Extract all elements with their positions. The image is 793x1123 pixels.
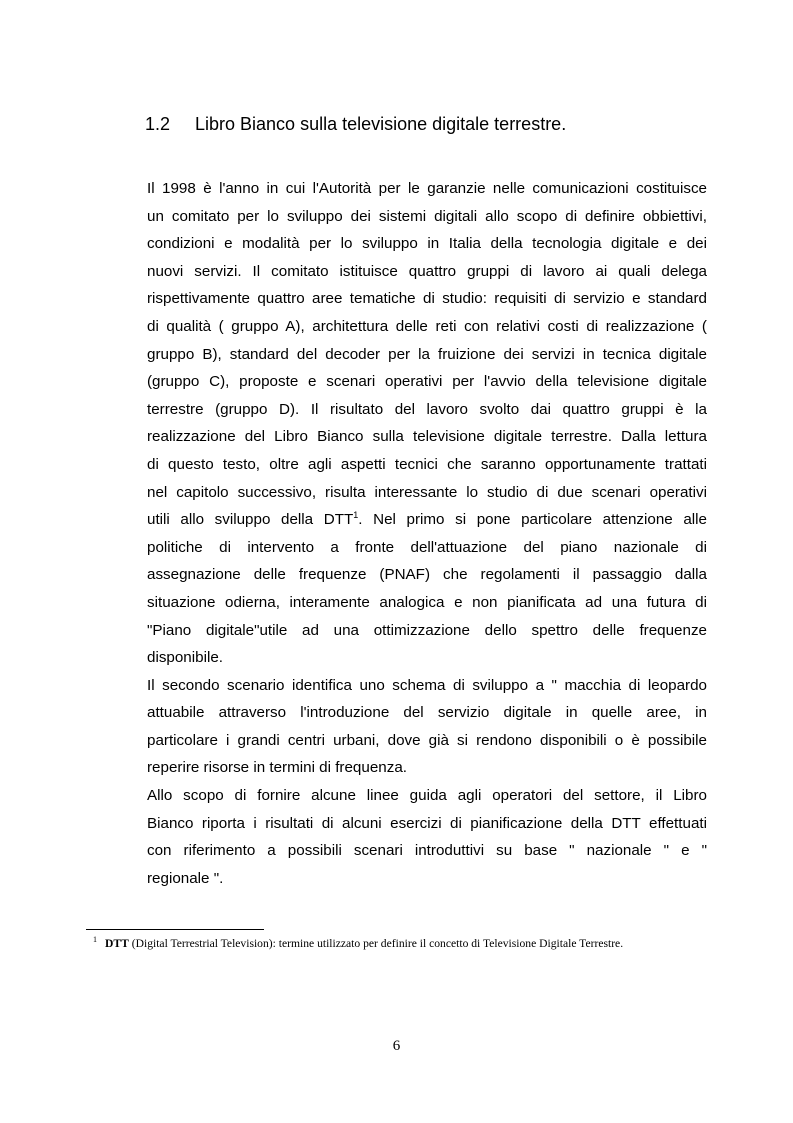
body-line-text: di questo testo, oltre agli aspetti tecnici che saranno opportunamente trattati	[147, 455, 707, 473]
footnote-term: DTT	[105, 936, 129, 950]
body-line-text: terrestre (gruppo D). Il risultato del lavoro svolto dai quattro gruppi è la	[147, 400, 707, 418]
body-line	[147, 479, 707, 507]
body-line	[147, 313, 707, 341]
body-line-text: Bianco riporta i risultati di alcuni esercizi di pianificazione della DTT effettuati	[147, 814, 707, 832]
body-line-text: Il 1998 è l'anno in cui l'Autorità per le garanzie nelle comunicazioni costituisce	[147, 180, 707, 197]
body-line-text: reperire risorse in termini di frequenza.	[147, 759, 407, 777]
body-paragraphs	[147, 175, 707, 892]
body-line	[147, 175, 707, 203]
body-line	[147, 754, 707, 782]
body-line-text: assegnazione delle frequenze (PNAF) che regolamenti il passaggio dalla	[147, 566, 707, 584]
body-line-text: di qualità ( gruppo A), architettura delle reti con relativi costi di realizzazione (	[147, 317, 707, 335]
section-number: 1.2	[145, 114, 171, 134]
footnote-text: (Digital Terrestrial Television): termine utilizzato per definire il concetto di Televisione Digitale Terrestre.	[128, 936, 624, 950]
footnote-reference: 1	[353, 510, 359, 521]
body-line-text: rispettivamente quattro aree tematiche di studio: requisiti di servizio e standard	[147, 290, 707, 308]
body-line	[147, 203, 707, 231]
body-line-text: (gruppo C), proposte e scenari operativi per l'avvio della televisione digitale	[147, 373, 707, 391]
body-line	[147, 727, 707, 755]
body-line	[147, 644, 707, 672]
footnote-separator	[86, 929, 264, 930]
body-line	[147, 451, 707, 479]
footnote-mark: 1	[93, 935, 97, 944]
body-line-text: un comitato per lo sviluppo dei sistemi digitali allo scopo di definire obbiettivi,	[147, 207, 707, 225]
body-line	[147, 617, 707, 645]
body-line-text: . Nel primo si pone particolare attenzione alle	[358, 511, 707, 529]
body-line	[147, 534, 707, 562]
body-line-text: con riferimento a possibili scenari introduttivi su base " nazionale " e "	[147, 842, 707, 860]
body-line-text: disponibile.	[147, 649, 223, 667]
body-line	[147, 368, 707, 396]
body-line-text: Il secondo scenario identifica uno schema di sviluppo a " macchia di leopardo	[147, 676, 707, 694]
body-line-text: utili allo sviluppo della DTT	[147, 511, 354, 529]
body-line	[147, 561, 707, 589]
page-number: 6	[392, 1038, 401, 1054]
body-line	[147, 672, 707, 700]
section-title: Libro Bianco sulla televisione digitale terrestre.	[195, 114, 567, 134]
body-line-text: realizzazione del Libro Bianco sulla televisione digitale terrestre. Dalla lettura	[147, 428, 707, 446]
body-line-text: politiche di intervento a fronte dell'attuazione del piano nazionale di	[147, 538, 707, 556]
body-line	[147, 699, 707, 727]
section-heading	[145, 114, 566, 135]
body-line	[147, 506, 707, 534]
body-line-text: nuovi servizi. Il comitato istituisce quattro gruppi di lavoro ai quali delega	[147, 262, 707, 280]
body-line-text: situazione odierna, interamente analogica e non pianificata ad una futura di	[147, 593, 707, 611]
body-line-text: gruppo B), standard del decoder per la fruizione dei servizi in tecnica digitale	[147, 345, 707, 363]
body-line-text: regionale ".	[147, 869, 224, 887]
body-line-text: nel capitolo successivo, risulta interessante lo studio di due scenari operativi	[147, 483, 707, 501]
body-line-text: "Piano digitale"utile ad una ottimizzazione dello spettro delle frequenze	[147, 621, 707, 639]
body-line	[147, 423, 707, 451]
body-line	[147, 341, 707, 369]
body-line-text: attuabile attraverso l'introduzione del servizio digitale in quelle aree, in	[147, 704, 707, 722]
body-line	[147, 396, 707, 424]
body-line-text: Allo scopo di fornire alcune linee guida agli operatori del settore, il Libro	[147, 787, 707, 805]
body-line	[147, 782, 707, 810]
body-line	[147, 230, 707, 258]
body-line	[147, 837, 707, 865]
body-line	[147, 865, 707, 893]
footnote	[93, 935, 623, 950]
body-line	[147, 810, 707, 838]
body-line	[147, 589, 707, 617]
body-line	[147, 285, 707, 313]
body-line-text: condizioni e modalità per lo sviluppo in Italia della tecnologia digitale e dei	[147, 235, 707, 253]
body-line-text: particolare i grandi centri urbani, dove già si rendono disponibili o è possibile	[147, 731, 707, 749]
body-line	[147, 258, 707, 286]
